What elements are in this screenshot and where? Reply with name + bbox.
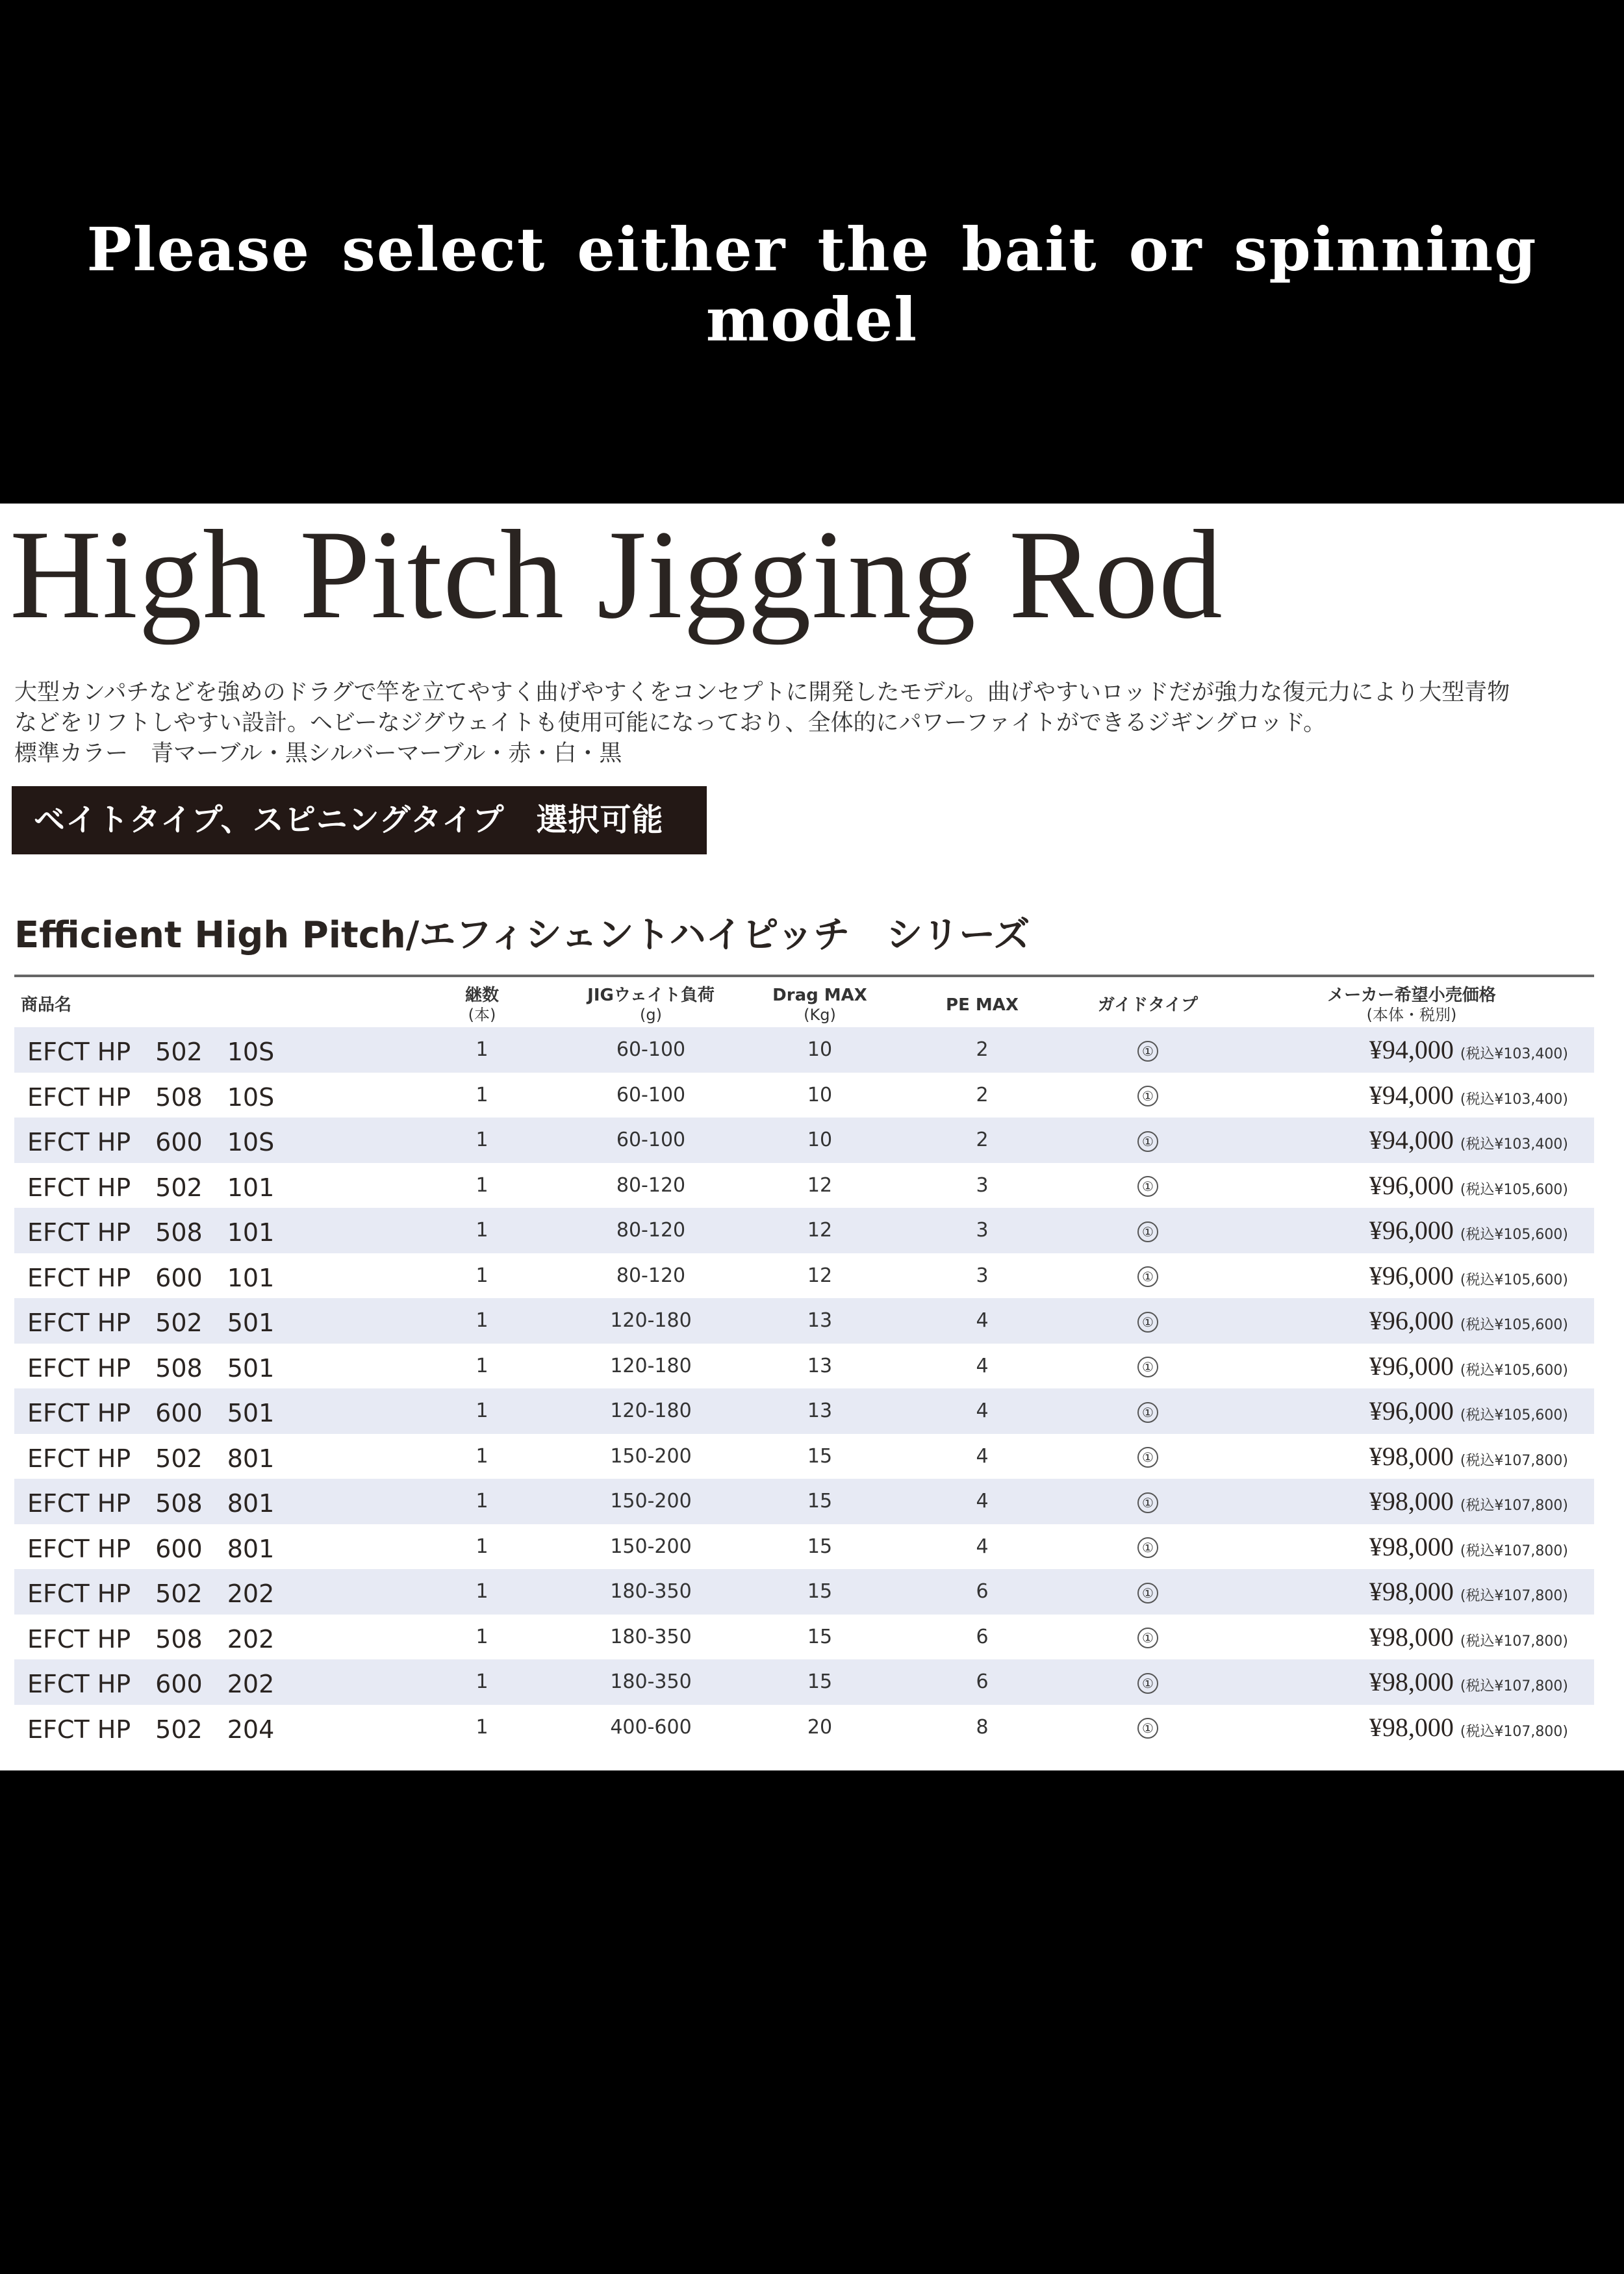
- cell-drag: 20: [807, 1715, 833, 1739]
- cell-pe: 3: [976, 1219, 989, 1242]
- cell-jig: 120-180: [610, 1399, 692, 1423]
- price-value: ¥96,000: [1369, 1396, 1454, 1426]
- table-row: [14, 1524, 1594, 1570]
- cell-price: [1229, 1659, 1594, 1705]
- cell-jig: 120-180: [610, 1354, 692, 1377]
- price-value: ¥98,000: [1369, 1577, 1454, 1607]
- product-sheet: [0, 504, 1624, 1770]
- cell-guide: [1067, 1118, 1229, 1163]
- cell-guide: [1067, 1344, 1229, 1389]
- cell-name: EFCT HP 600 101: [27, 1263, 275, 1292]
- cell-name: EFCT HP 502 101: [27, 1173, 275, 1202]
- cell-guide: [1067, 1388, 1229, 1434]
- cell-guide: [1067, 1253, 1229, 1299]
- price-tax-included: (税込¥107,800): [1460, 1588, 1568, 1605]
- header-jig-unit: (g): [640, 1006, 662, 1024]
- cell-jig: 150-200: [610, 1490, 692, 1513]
- table-row: [14, 1344, 1594, 1389]
- cell-pe: 6: [976, 1625, 989, 1648]
- cell-pieces: 1: [476, 1625, 488, 1648]
- cell-guide: [1067, 1027, 1229, 1073]
- cell-price: [1229, 1208, 1594, 1253]
- price-tax-included: (税込¥103,400): [1460, 1046, 1568, 1063]
- cell-price: [1229, 1118, 1594, 1163]
- guide-type-icon: ①: [1137, 1628, 1158, 1648]
- cell-pieces: 1: [476, 1309, 488, 1333]
- cell-drag: 15: [807, 1490, 833, 1513]
- price-value: ¥98,000: [1369, 1531, 1454, 1561]
- cell-price: [1229, 1388, 1594, 1434]
- price-tax-included: (税込¥107,800): [1460, 1723, 1568, 1740]
- cell-drag: 13: [807, 1399, 833, 1423]
- bottom-band: [0, 1770, 1624, 2274]
- table-row: [14, 1298, 1594, 1344]
- cell-name: EFCT HP 502 202: [27, 1579, 275, 1609]
- cell-pieces: 1: [476, 1354, 488, 1377]
- cell-drag: 15: [807, 1535, 833, 1558]
- table-row: [14, 1569, 1594, 1615]
- header-price-unit: (本体・税別): [1366, 1006, 1457, 1024]
- table-row: [14, 1118, 1594, 1163]
- price-tax-included: (税込¥107,800): [1460, 1452, 1568, 1469]
- cell-pe: 6: [976, 1580, 989, 1603]
- cell-price: [1229, 1569, 1594, 1615]
- cell-pe: 3: [976, 1173, 989, 1197]
- cell-pieces: 1: [476, 1399, 488, 1423]
- price-tax-included: (税込¥107,800): [1460, 1542, 1568, 1559]
- cell-name: EFCT HP 508 801: [27, 1489, 275, 1518]
- table-row: [14, 1434, 1594, 1479]
- header-pieces-label: 継数: [464, 986, 499, 1005]
- cell-guide: [1067, 1659, 1229, 1705]
- cell-pieces: 1: [476, 1038, 488, 1062]
- price-value: ¥98,000: [1369, 1441, 1454, 1471]
- table-header-row: [14, 983, 1594, 1027]
- spec-table: [14, 983, 1594, 1750]
- cell-price: [1229, 1073, 1594, 1118]
- guide-type-icon: ①: [1137, 1266, 1158, 1287]
- cell-jig: 150-200: [610, 1535, 692, 1558]
- price-value: ¥96,000: [1369, 1351, 1454, 1381]
- type-selectable-label: ベイトタイプ、スピニングタイプ 選択可能: [12, 786, 707, 854]
- cell-jig: 180-350: [610, 1670, 692, 1694]
- header-pe: PE MAX: [946, 995, 1019, 1015]
- cell-drag: 13: [807, 1309, 833, 1333]
- cell-pe: 4: [976, 1444, 989, 1468]
- price-tax-included: (税込¥103,400): [1460, 1091, 1568, 1108]
- cell-name: EFCT HP 502 204: [27, 1715, 275, 1744]
- cell-pieces: 1: [476, 1670, 488, 1694]
- table-row: [14, 1705, 1594, 1750]
- cell-pieces: 1: [476, 1129, 488, 1152]
- cell-price: [1229, 1524, 1594, 1570]
- table-row: [14, 1208, 1594, 1253]
- cell-price: [1229, 1344, 1594, 1389]
- cell-drag: 12: [807, 1219, 833, 1242]
- price-value: ¥98,000: [1369, 1487, 1454, 1516]
- cell-pe: 4: [976, 1354, 989, 1377]
- cell-pe: 4: [976, 1309, 989, 1333]
- guide-type-icon: ①: [1137, 1537, 1158, 1558]
- cell-pe: 2: [976, 1129, 989, 1152]
- header-jig-label: JIGウェイト負荷: [587, 986, 715, 1005]
- price-value: ¥96,000: [1369, 1260, 1454, 1290]
- price-tax-included: (税込¥105,600): [1460, 1362, 1568, 1379]
- header-drag: [742, 983, 898, 1027]
- price-tax-included: (税込¥105,600): [1460, 1271, 1568, 1288]
- cell-price: [1229, 1479, 1594, 1524]
- header-guide: ガイドタイプ: [1098, 995, 1198, 1015]
- product-description: [14, 678, 1612, 769]
- cell-guide: [1067, 1073, 1229, 1118]
- guide-type-icon: ①: [1137, 1402, 1158, 1423]
- cell-jig: 60-100: [616, 1038, 686, 1062]
- cell-name: EFCT HP 600 10S: [27, 1128, 275, 1157]
- guide-type-icon: ①: [1137, 1673, 1158, 1694]
- cell-drag: 10: [807, 1129, 833, 1152]
- cell-pieces: 1: [476, 1219, 488, 1242]
- table-row: [14, 1659, 1594, 1705]
- cell-jig: 400-600: [610, 1715, 692, 1739]
- top-banner: [0, 0, 1624, 504]
- header-drag-unit: (Kg): [804, 1006, 836, 1024]
- cell-name: EFCT HP 502 501: [27, 1309, 275, 1338]
- cell-jig: 150-200: [610, 1444, 692, 1468]
- banner-instruction: Please select either the bait or spinning model: [86, 214, 1538, 355]
- cell-pieces: 1: [476, 1715, 488, 1739]
- price-tax-included: (税込¥105,600): [1460, 1317, 1568, 1334]
- cell-guide: [1067, 1434, 1229, 1479]
- cell-name: EFCT HP 600 801: [27, 1534, 275, 1563]
- cell-drag: 10: [807, 1038, 833, 1062]
- cell-guide: [1067, 1479, 1229, 1524]
- table-row: [14, 1073, 1594, 1118]
- cell-drag: 10: [807, 1083, 833, 1106]
- guide-type-icon: ①: [1137, 1176, 1158, 1197]
- guide-type-icon: ①: [1137, 1447, 1158, 1468]
- header-drag-label: Drag MAX: [772, 986, 867, 1005]
- price-value: ¥96,000: [1369, 1306, 1454, 1336]
- guide-type-icon: ①: [1137, 1357, 1158, 1377]
- price-value: ¥96,000: [1369, 1170, 1454, 1200]
- cell-price: [1229, 1163, 1594, 1208]
- description-line: 大型カンパチなどを強めのドラグで竿を立てやすく曲げやすくをコンセプトに開発したモデル。曲げやすいロッドだが強力な復元力により大型青物: [14, 680, 1510, 706]
- cell-guide: [1067, 1569, 1229, 1615]
- cell-jig: 120-180: [610, 1309, 692, 1333]
- cell-pieces: 1: [476, 1264, 488, 1287]
- price-value: ¥98,000: [1369, 1712, 1454, 1742]
- header-pieces: [404, 983, 560, 1027]
- guide-type-icon: ①: [1137, 1492, 1158, 1513]
- header-price-label: メーカー希望小売価格: [1327, 986, 1496, 1005]
- cell-jig: 180-350: [610, 1580, 692, 1603]
- cell-price: [1229, 1298, 1594, 1344]
- guide-type-icon: ①: [1137, 1086, 1158, 1106]
- cell-drag: 13: [807, 1354, 833, 1377]
- cell-pe: 6: [976, 1670, 989, 1694]
- cell-name: EFCT HP 508 202: [27, 1624, 275, 1654]
- cell-pieces: 1: [476, 1535, 488, 1558]
- cell-name: EFCT HP 508 101: [27, 1218, 275, 1247]
- cell-pieces: 1: [476, 1173, 488, 1197]
- guide-type-icon: ①: [1137, 1312, 1158, 1333]
- cell-price: [1229, 1253, 1594, 1299]
- cell-drag: 12: [807, 1264, 833, 1287]
- cell-jig: 80-120: [616, 1219, 686, 1242]
- cell-drag: 15: [807, 1580, 833, 1603]
- cell-pe: 2: [976, 1083, 989, 1106]
- header-jig: [560, 983, 742, 1027]
- guide-type-icon: ①: [1137, 1041, 1158, 1062]
- price-tax-included: (税込¥105,600): [1460, 1407, 1568, 1424]
- cell-guide: [1067, 1208, 1229, 1253]
- price-tax-included: (税込¥105,600): [1460, 1227, 1568, 1244]
- cell-jig: 60-100: [616, 1129, 686, 1152]
- table-body: [14, 1027, 1594, 1750]
- description-line: などをリフトしやすい設計。ヘビーなジグウェイトも使用可能になっており、全体的にパワーファイトができるジギングロッド。: [14, 710, 1326, 736]
- price-value: ¥94,000: [1369, 1080, 1454, 1110]
- cell-drag: 15: [807, 1625, 833, 1648]
- cell-name: EFCT HP 502 10S: [27, 1038, 275, 1067]
- cell-guide: [1067, 1615, 1229, 1660]
- series-title: Efficient High Pitch/エフィシェントハイピッチ シリーズ: [14, 914, 1030, 956]
- price-tax-included: (税込¥105,600): [1460, 1181, 1568, 1198]
- product-title: High Pitch Jigging Rod: [10, 504, 1223, 645]
- cell-price: [1229, 1027, 1594, 1073]
- cell-name: EFCT HP 502 801: [27, 1444, 275, 1473]
- cell-pe: 4: [976, 1535, 989, 1558]
- table-row: [14, 1027, 1594, 1073]
- header-name: 商品名: [21, 995, 72, 1015]
- price-value: ¥96,000: [1369, 1216, 1454, 1246]
- table-row: [14, 1615, 1594, 1660]
- cell-jig: 80-120: [616, 1264, 686, 1287]
- price-value: ¥94,000: [1369, 1035, 1454, 1065]
- guide-type-icon: ①: [1137, 1583, 1158, 1603]
- cell-drag: 15: [807, 1670, 833, 1694]
- cell-guide: [1067, 1163, 1229, 1208]
- cell-pe: 2: [976, 1038, 989, 1062]
- header-pieces-unit: (本): [468, 1006, 496, 1024]
- cell-jig: 80-120: [616, 1173, 686, 1197]
- table-row: [14, 1163, 1594, 1208]
- cell-drag: 12: [807, 1173, 833, 1197]
- cell-name: EFCT HP 600 202: [27, 1670, 275, 1699]
- price-value: ¥98,000: [1369, 1622, 1454, 1652]
- table-row: [14, 1253, 1594, 1299]
- price-value: ¥98,000: [1369, 1667, 1454, 1697]
- cell-price: [1229, 1434, 1594, 1479]
- price-tax-included: (税込¥107,800): [1460, 1498, 1568, 1514]
- guide-type-icon: ①: [1137, 1131, 1158, 1152]
- price-tax-included: (税込¥107,800): [1460, 1633, 1568, 1650]
- header-price: [1229, 983, 1594, 1027]
- cell-guide: [1067, 1524, 1229, 1570]
- cell-guide: [1067, 1298, 1229, 1344]
- series-divider: [14, 975, 1594, 977]
- cell-pieces: 1: [476, 1490, 488, 1513]
- price-value: ¥94,000: [1369, 1125, 1454, 1155]
- cell-name: EFCT HP 600 501: [27, 1399, 275, 1428]
- price-tax-included: (税込¥107,800): [1460, 1678, 1568, 1695]
- cell-name: EFCT HP 508 10S: [27, 1082, 275, 1112]
- cell-jig: 180-350: [610, 1625, 692, 1648]
- cell-price: [1229, 1615, 1594, 1660]
- price-tax-included: (税込¥103,400): [1460, 1136, 1568, 1153]
- description-line: 標準カラー 青マーブル・黒シルバーマーブル・赤・白・黒: [14, 741, 622, 767]
- cell-drag: 15: [807, 1444, 833, 1468]
- guide-type-icon: ①: [1137, 1221, 1158, 1242]
- cell-pe: 4: [976, 1490, 989, 1513]
- guide-type-icon: ①: [1137, 1718, 1158, 1739]
- cell-guide: [1067, 1705, 1229, 1750]
- cell-pe: 3: [976, 1264, 989, 1287]
- cell-name: EFCT HP 508 501: [27, 1353, 275, 1383]
- cell-pieces: 1: [476, 1444, 488, 1468]
- table-row: [14, 1388, 1594, 1434]
- cell-jig: 60-100: [616, 1083, 686, 1106]
- cell-pe: 4: [976, 1399, 989, 1423]
- table-row: [14, 1479, 1594, 1524]
- cell-pieces: 1: [476, 1580, 488, 1603]
- cell-pieces: 1: [476, 1083, 488, 1106]
- cell-pe: 8: [976, 1715, 989, 1739]
- cell-price: [1229, 1705, 1594, 1750]
